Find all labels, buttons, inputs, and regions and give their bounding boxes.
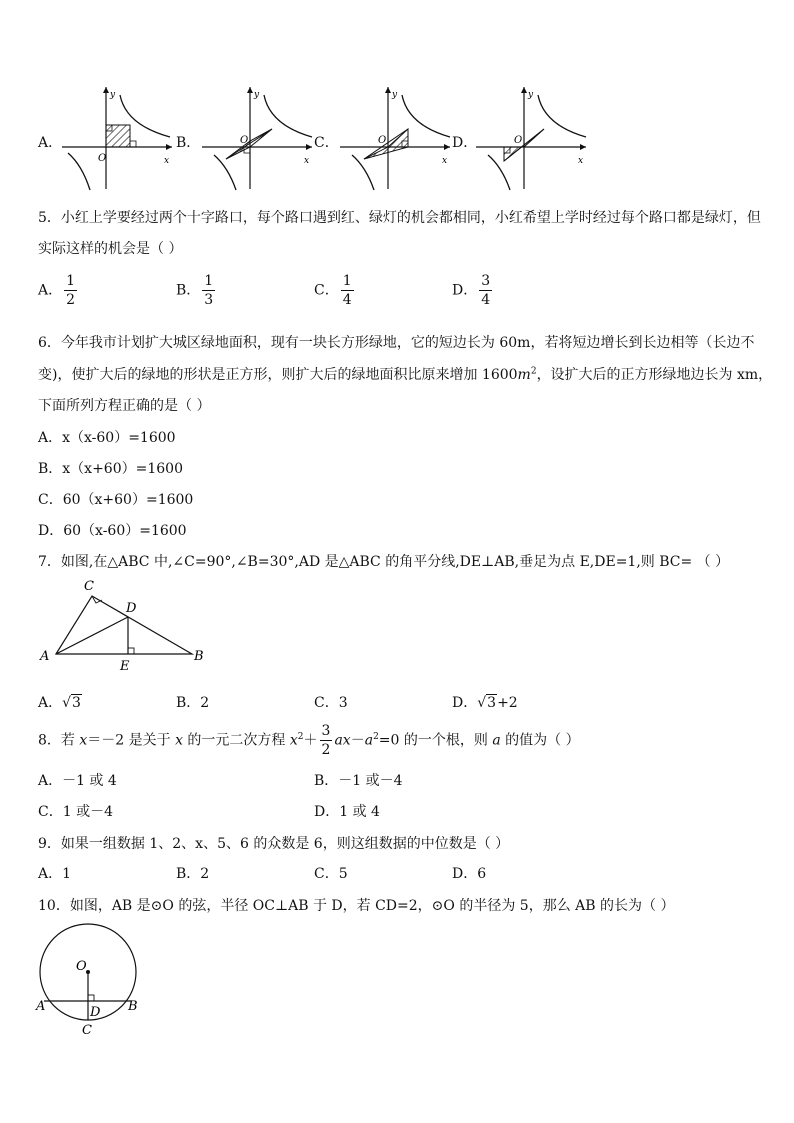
q4-graph-b[interactable] xyxy=(200,85,320,193)
q5-d-den: 4 xyxy=(481,292,491,308)
q10-label-c: C xyxy=(82,1023,92,1038)
q5-option-a[interactable] xyxy=(38,274,79,307)
q8-frac-num: 3 xyxy=(321,723,331,739)
q7-label-a: A xyxy=(40,649,50,664)
q8-tail: =0 的一个根，则 xyxy=(378,732,493,749)
q5-option-a-label: A． xyxy=(38,282,63,299)
q4-option-b-label[interactable]: B． xyxy=(176,135,201,151)
q7-stem: 7．如图,在△ABC 中,∠C=90°,∠B=30°,AD 是△ABC 的角平分线,DE⊥AB,垂足为点 E,DE=1,则 BC= （ ） xyxy=(38,554,730,570)
q8-option-d[interactable]: D．1 或 4 xyxy=(314,804,380,820)
q9-option-d[interactable]: D．6 xyxy=(452,866,487,882)
q4-a-x: x xyxy=(164,156,170,166)
q6-option-a[interactable]: A．x（x-60）=1600 xyxy=(38,430,176,446)
q8-frac-den: 2 xyxy=(321,742,331,758)
q5-option-c[interactable] xyxy=(314,274,356,307)
q9-option-c[interactable]: C．5 xyxy=(314,866,348,882)
q5-a-num: 1 xyxy=(66,273,76,289)
q9-option-b[interactable]: B．2 xyxy=(176,866,210,882)
q5-option-a-fraction xyxy=(64,274,77,307)
q4-option-a-label[interactable]: A． xyxy=(38,135,63,151)
q9-option-a[interactable]: A．1 xyxy=(38,866,72,882)
q6-stem-line2b: ，设扩大后的正方形绿地边长为 xm， xyxy=(536,367,773,383)
q7-option-a-rad: 3 xyxy=(72,695,81,711)
q10-circle-figure xyxy=(34,922,146,1040)
q8-option-c[interactable]: C．1 或－4 xyxy=(38,804,113,820)
q4-d-x: x xyxy=(578,156,584,166)
q6-option-d[interactable]: D．60（x-60）=1600 xyxy=(38,523,187,539)
q4-graph-d[interactable] xyxy=(474,85,594,193)
q5-option-b-label: B． xyxy=(176,282,201,299)
q4-a-y: y xyxy=(110,90,116,100)
q10-label-b: B xyxy=(128,999,138,1014)
q5-c-num: 1 xyxy=(342,273,352,289)
q6-stem-line3: 下面所列方程正确的是（ ） xyxy=(38,398,211,414)
q8-sup2: 2 xyxy=(373,731,379,742)
q5-a-den: 2 xyxy=(66,292,76,308)
q5-option-d-label: D． xyxy=(452,282,478,299)
q8-x-var: x xyxy=(175,732,183,749)
q7-option-d-rad: 3 xyxy=(487,695,497,711)
q8-sup: 2 xyxy=(297,731,304,742)
q8-stem-a: 8．若 xyxy=(38,732,80,749)
q10-label-o: O xyxy=(76,959,87,974)
q7-option-a-sqrt: √3 xyxy=(62,695,81,711)
q4-c-origin: O xyxy=(378,135,387,146)
q8-minus: － xyxy=(350,732,365,749)
q7-option-d-label: D． xyxy=(452,695,478,711)
q8-option-a[interactable]: A．－1 或 4 xyxy=(38,773,117,789)
q5-stem-line1: 5．小红上学要经过两个十字路口，每个路口遇到红、绿灯的机会都相同，小红希望上学时经过每个路口都是绿灯，但 xyxy=(38,210,761,226)
q4-c-x: x xyxy=(442,156,448,166)
q5-b-num: 1 xyxy=(204,273,214,289)
q6-unit-sup: 2 xyxy=(530,366,537,377)
q6-unit: m xyxy=(517,367,531,383)
q8-a3: a xyxy=(492,732,501,749)
q8-stem xyxy=(38,724,580,757)
q8-stem-c: 的一元二次方程 xyxy=(182,732,290,749)
q5-option-b-fraction xyxy=(202,274,215,307)
q5-b-den: 3 xyxy=(204,292,214,308)
q7-option-a[interactable] xyxy=(38,692,82,712)
q4-graphs xyxy=(0,80,794,195)
q8-ax: ax xyxy=(334,732,351,749)
q4-graph-a[interactable] xyxy=(60,85,180,193)
q7-option-d[interactable] xyxy=(452,692,518,712)
q8-plus: ＋ xyxy=(303,732,318,749)
q8-option-b[interactable]: B．－1 或－4 xyxy=(314,773,403,789)
q5-c-den: 4 xyxy=(342,292,352,308)
q10-stem: 10．如图，AB 是⊙O 的弦，半径 OC⊥AB 于 D，若 CD=2，⊙O 的半径为 5，那么 AB 的长为（ ） xyxy=(38,898,675,914)
q6-stem-line2 xyxy=(38,364,772,384)
q5-option-d-fraction xyxy=(479,274,492,307)
q8-fraction xyxy=(320,724,333,757)
q8-a2: a xyxy=(364,732,374,749)
q7-option-c[interactable]: C．3 xyxy=(314,695,348,711)
q7-option-a-label: A． xyxy=(38,695,63,711)
q4-option-c-label[interactable]: C． xyxy=(314,135,339,151)
q7-label-e: E xyxy=(120,659,130,672)
q5-option-b[interactable] xyxy=(176,274,217,307)
q4-d-y: y xyxy=(528,90,534,100)
q5-option-c-fraction xyxy=(341,274,354,307)
q8-x2: x xyxy=(289,732,298,749)
q5-option-d[interactable] xyxy=(452,274,494,307)
q6-stem-line2a: 变)，使扩大后的绿地的形状是正方形，则扩大后的绿地面积比原来增加 1600 xyxy=(38,367,518,383)
q4-option-d-label[interactable]: D． xyxy=(452,135,478,151)
q6-option-c[interactable]: C．60（x+60）=1600 xyxy=(38,492,194,508)
q6-stem-line1: 6．今年我市计划扩大城区绿地面积，现有一块长方形绿地，它的短边长为 60m，若将短边增长到长边相等（长边不 xyxy=(38,335,755,351)
q8-stem-b: ＝－2 是关于 xyxy=(87,732,176,749)
q4-b-y: y xyxy=(254,90,260,100)
q7-triangle-figure xyxy=(36,576,216,672)
q5-d-num: 3 xyxy=(481,273,491,289)
q6-option-b[interactable]: B．x（x+60）=1600 xyxy=(38,461,183,477)
q7-option-b[interactable]: B．2 xyxy=(176,695,210,711)
q8-x: x xyxy=(79,732,88,749)
q4-b-origin: O xyxy=(240,135,249,146)
q4-b-x: x xyxy=(304,156,310,166)
q4-d-origin: O xyxy=(514,135,523,146)
q8-end: 的值为（ ） xyxy=(500,732,580,749)
q7-label-b: B xyxy=(194,649,204,664)
q4-graph-c[interactable] xyxy=(338,85,458,193)
q4-a-origin: O xyxy=(98,153,107,164)
q7-label-d: D xyxy=(126,601,137,616)
q10-label-a: A xyxy=(36,999,46,1014)
q4-c-y: y xyxy=(392,90,398,100)
q5-option-c-label: C． xyxy=(314,282,339,299)
q7-option-d-tail: +2 xyxy=(497,695,518,711)
q5-stem-line2: 实际这样的机会是（ ） xyxy=(38,241,183,257)
q7-label-c: C xyxy=(84,579,94,594)
q7-option-d-sqrt: √3 xyxy=(477,695,497,711)
q10-label-d: D xyxy=(90,1005,101,1020)
q9-stem: 9．如果一组数据 1、2、x、5、6 的众数是 6，则这组数据的中位数是（ ） xyxy=(38,836,510,852)
